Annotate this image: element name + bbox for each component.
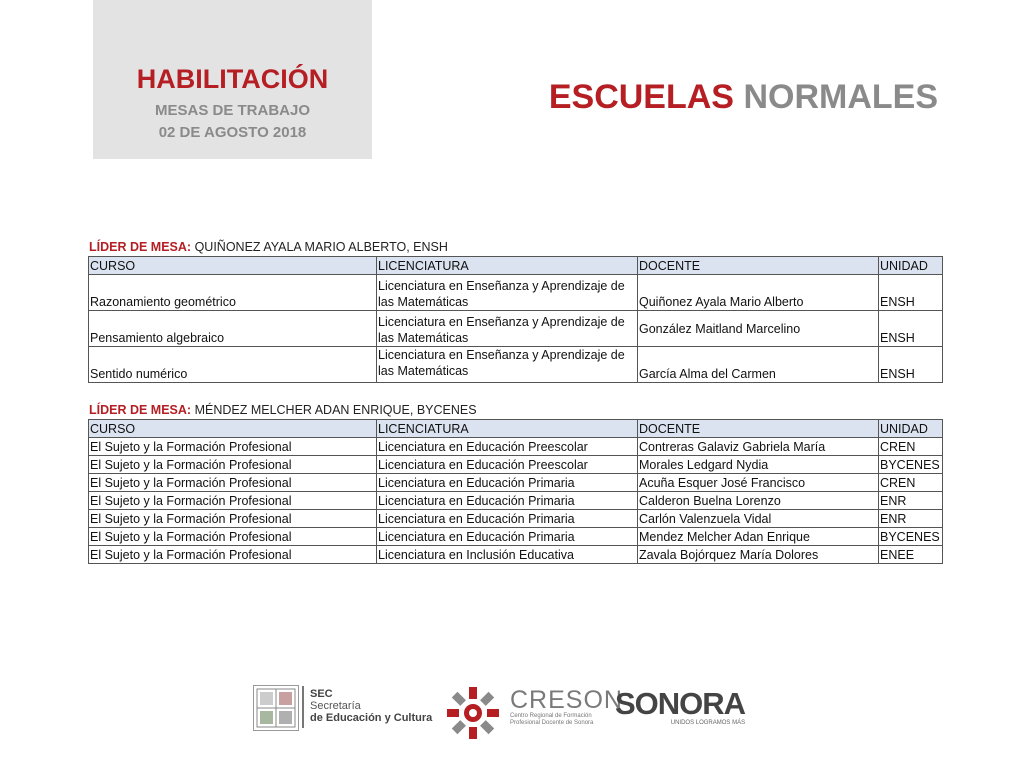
cell-licenciatura: Licenciatura en Educación Primaria [377, 510, 638, 528]
cell-licenciatura: Licenciatura en Educación Primaria [377, 528, 638, 546]
cell-unidad: CREN [879, 438, 943, 456]
cell-licenciatura: Licenciatura en Educación Primaria [377, 492, 638, 510]
cell-curso: El Sujeto y la Formación Profesional [89, 546, 377, 564]
cell-licenciatura: Licenciatura en Educación Preescolar [377, 438, 638, 456]
sonora-wordmark: SONORA [615, 686, 746, 721]
sonora-logo [615, 688, 745, 726]
table-row [89, 456, 943, 474]
cell-licenciatura: Licenciatura en Enseñanza y Aprendizaje de las Matemáticas [377, 275, 638, 311]
table-row [89, 474, 943, 492]
main-title [549, 80, 938, 114]
table-row [89, 528, 943, 546]
cell-licenciatura: Licenciatura en Enseñanza y Aprendizaje de las Matemáticas [377, 311, 638, 347]
cell-curso: El Sujeto y la Formación Profesional [89, 510, 377, 528]
cell-licenciatura: Licenciatura en Educación Preescolar [377, 456, 638, 474]
cell-docente: Contreras Galaviz Gabriela María [638, 438, 879, 456]
table2-leader-name: MÉNDEZ MELCHER ADAN ENRIQUE, BYCENES [191, 403, 477, 417]
cell-licenciatura: Licenciatura en Inclusión Educativa [377, 546, 638, 564]
header-title: HABILITACIÓN [136, 64, 329, 94]
main-title-part1: ESCUELAS [548, 78, 734, 116]
table-row [89, 492, 943, 510]
table-row [89, 510, 943, 528]
cell-curso: Sentido numérico [89, 347, 377, 383]
cell-curso: El Sujeto y la Formación Profesional [89, 456, 377, 474]
header-cell: CURSO [89, 257, 377, 275]
table-row [89, 546, 943, 564]
header-cell: LICENCIATURA [377, 420, 638, 438]
table1-leader-label: LÍDER DE MESA: [89, 240, 192, 254]
cell-unidad: CREN [879, 474, 943, 492]
header-cell: UNIDAD [879, 257, 943, 275]
sec-line3: de Educación y Cultura [310, 712, 433, 724]
table1-leader-name: QUIÑONEZ AYALA MARIO ALBERTO, ENSH [191, 240, 448, 254]
creson-name: CRESON [510, 686, 623, 714]
cell-curso: El Sujeto y la Formación Profesional [89, 528, 377, 546]
cell-curso: Pensamiento algebraico [89, 311, 377, 347]
cell-unidad: ENEE [879, 546, 943, 564]
cell-unidad: BYCENES [879, 528, 943, 546]
main-title-part2: NORMALES [743, 78, 938, 116]
creson-mark-icon [445, 685, 501, 741]
sec-logo-text [310, 688, 432, 724]
header-cell: LICENCIATURA [377, 257, 638, 275]
table-header-row [89, 420, 943, 438]
cell-curso: El Sujeto y la Formación Profesional [89, 492, 377, 510]
sec-line1: SEC [310, 688, 333, 700]
cell-unidad: ENSH [879, 275, 943, 311]
shield-icon [254, 686, 298, 730]
cell-docente: Zavala Bojórquez María Dolores [638, 546, 879, 564]
cell-licenciatura: Licenciatura en Enseñanza y Aprendizaje de las Matemáticas [377, 347, 638, 383]
cell-unidad: ENSH [879, 311, 943, 347]
table1-leader [89, 240, 448, 254]
cell-unidad: ENR [879, 510, 943, 528]
cell-docente: Calderon Buelna Lorenzo [638, 492, 879, 510]
table-row [89, 275, 943, 311]
creson-logo-text [510, 688, 623, 727]
header-box [93, 0, 372, 159]
cell-curso: Razonamiento geométrico [89, 275, 377, 311]
table-row [89, 438, 943, 456]
cell-docente: Carlón Valenzuela Vidal [638, 510, 879, 528]
header-subtitle-2: 02 DE AGOSTO 2018 [158, 124, 307, 141]
cell-curso: El Sujeto y la Formación Profesional [89, 438, 377, 456]
header-cell: CURSO [89, 420, 377, 438]
cell-unidad: ENR [879, 492, 943, 510]
cell-curso: El Sujeto y la Formación Profesional [89, 474, 377, 492]
cell-docente: Acuña Esquer José Francisco [638, 474, 879, 492]
header-subtitle-1: MESAS DE TRABAJO [154, 102, 311, 119]
header-cell: DOCENTE [638, 420, 879, 438]
table2-leader [89, 403, 477, 417]
table-row [89, 347, 943, 383]
header-cell: UNIDAD [879, 420, 943, 438]
header-cell: DOCENTE [638, 257, 879, 275]
cell-unidad: BYCENES [879, 456, 943, 474]
sec-shield-logo [253, 685, 299, 731]
cell-docente: Quiñonez Ayala Mario Alberto [638, 275, 879, 311]
table2-leader-label: LÍDER DE MESA: [89, 403, 192, 417]
creson-subtitle: Centro Regional de Formación Profesional Docente de Sonora [510, 713, 594, 726]
cell-docente: Morales Ledgard Nydia [638, 456, 879, 474]
cell-docente: García Alma del Carmen [638, 347, 879, 383]
cell-licenciatura: Licenciatura en Educación Primaria [377, 474, 638, 492]
cell-unidad: ENSH [879, 347, 943, 383]
table1 [88, 256, 943, 383]
cell-docente: Mendez Melcher Adan Enrique [638, 528, 879, 546]
table-header-row [89, 257, 943, 275]
sonora-tagline: UNIDOS LOGRAMOS MÁS [670, 720, 746, 726]
sec-line2: Secretaría [310, 700, 361, 712]
table-row [89, 311, 943, 347]
sec-divider [302, 686, 304, 728]
cell-docente: González Maitland Marcelino [638, 311, 879, 347]
table2 [88, 419, 943, 564]
